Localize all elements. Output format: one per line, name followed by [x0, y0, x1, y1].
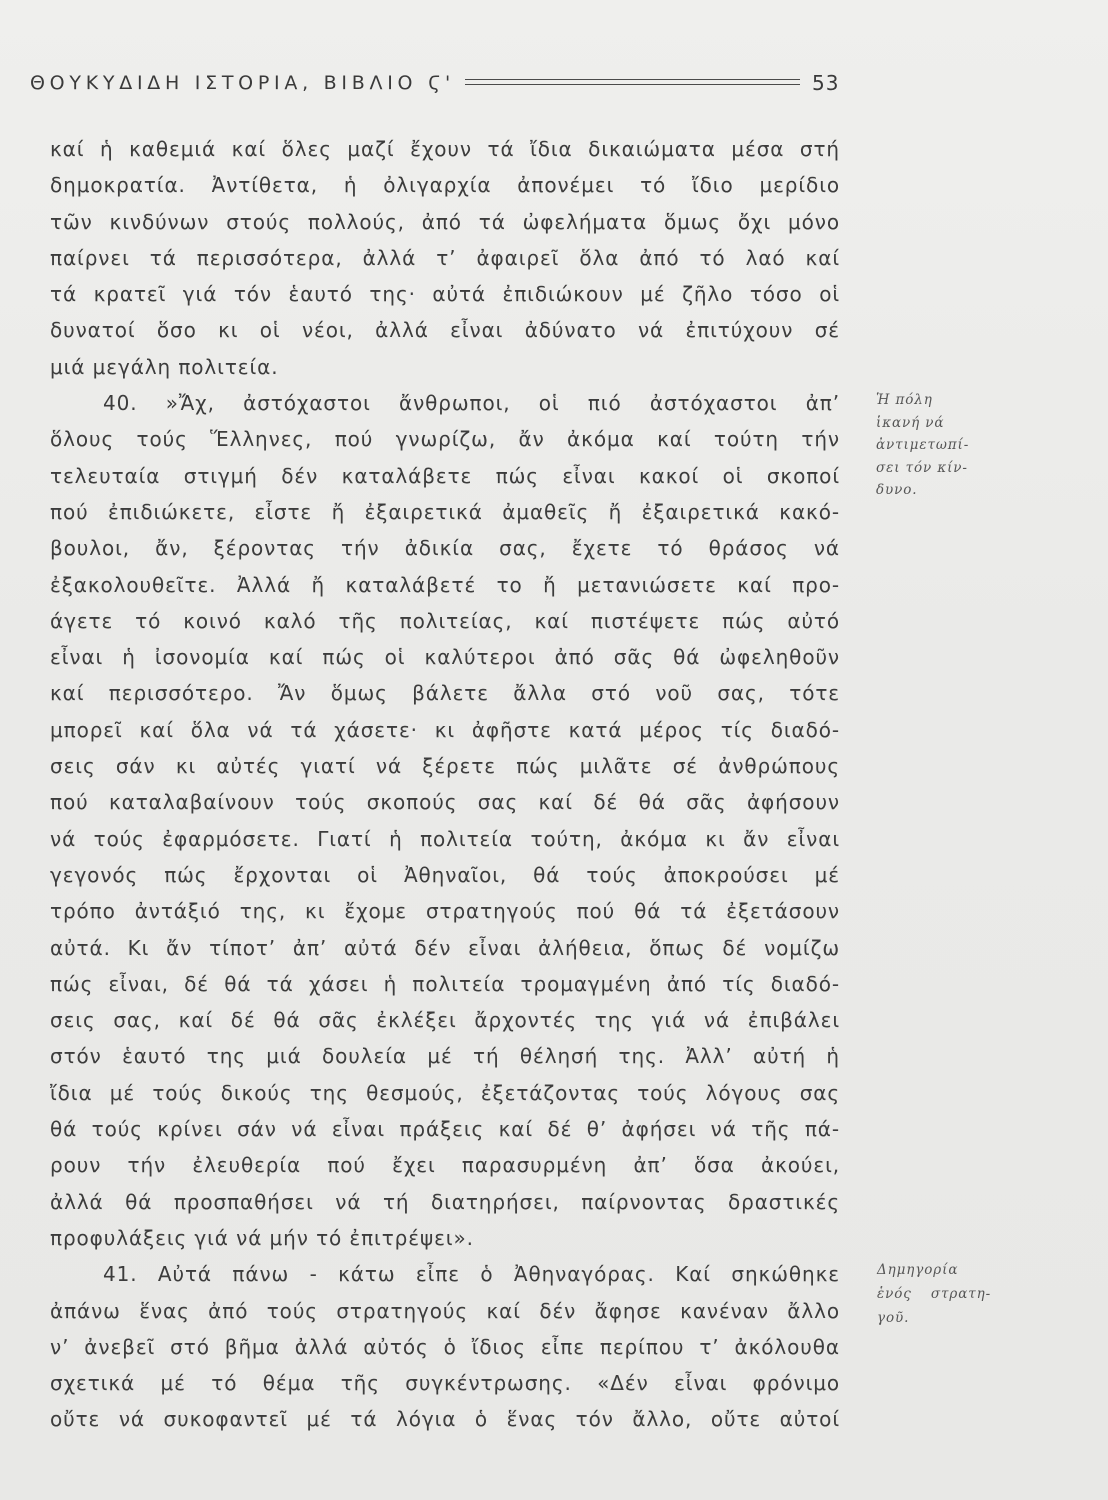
body-line: παίρνει τά περισσότερα, ἀλλά τ’ ἀφαιρεῖ ὅλα ἀπό τό λαό καί [50, 245, 840, 270]
margin-note-general-speech [877, 1258, 991, 1330]
body-line: θά τούς κρίνει σάν νά εἶναι πράξεις καί δέ θ’ ἀφήσει νά τῆς πά- [50, 1117, 840, 1142]
body-line: ἀλλά θά προσπαθήσει νά τή διατηρήσει, παίρνοντας δραστικές [50, 1189, 840, 1214]
body-line: τρόπο ἀντάξιό της, κι ἔχομε στρατηγούς πού θά τά ἐξετάσουν [50, 899, 840, 924]
margin-note-line: σει τόν κίν- [876, 459, 968, 476]
body-line: τά κρατεῖ γιά τόν ἑαυτό της· αὐτά ἐπιδιώκουν μέ ζῆλο τόσο οἱ [50, 282, 840, 307]
body-line: γεγονός πώς ἔρχονται οἱ Ἀθηναῖοι, θά τούς ἀποκρούσει μέ [50, 862, 840, 887]
margin-note-line: ἱκανή νά [876, 414, 945, 431]
body-line: οὔτε νά συκοφαντεῖ μέ τά λόγια ὁ ἕνας τόν ἄλλο, οὔτε αὐτοί [50, 1407, 840, 1432]
body-line: μιά μεγάλη πολιτεία. [50, 354, 279, 379]
body-line: νά τούς ἐφαρμόσετε. Γιατί ἡ πολιτεία τούτη, ἀκόμα κι ἄν εἶναι [50, 826, 840, 851]
body-line: μπορεῖ καί ὅλα νά τά χάσετε· κι ἀφῆστε κατά μέρος τίς διαδό- [50, 717, 840, 742]
margin-note-line: δυνο. [876, 482, 918, 498]
margin-note-line: γοῦ. [877, 1310, 910, 1326]
header-double-rule [465, 79, 800, 85]
body-line: ἴδια μέ τούς δικούς της θεσμούς, ἐξετάζοντας τούς λόγους σας [50, 1080, 840, 1105]
running-head-title: ΘΟΥΚΥΔΙΔΗ ΙΣΤΟΡΙΑ, ΒΙΒΛΙΟ Ϛ' [30, 72, 455, 94]
paragraph-continued [50, 131, 840, 385]
body-line: ἀπάνω ἕνας ἀπό τούς στρατηγούς καί δέν ἄφησε κανέναν ἄλλο [50, 1298, 840, 1323]
body-line: ὅλους τούς Ἕλληνες, πού γνωρίζω, ἄν ἀκόμα καί τούτη τήν [50, 427, 840, 452]
body-line: άγετε τό κοινό καλό τῆς πολιτείας, καί πιστέψετε πώς αὐτό [50, 608, 840, 633]
body-line: σεις σάν κι αὐτές γιατί νά ξέρετε πώς μιλᾶτε σέ ἀνθρώπους [50, 754, 840, 779]
paragraph-40 [50, 385, 840, 1256]
body-line: εἶναι ἡ ἰσονομία καί πώς οἱ καλύτεροι ἀπό σᾶς θά ὠφεληθοῦν [50, 645, 840, 670]
margin-note-line: ἀντιμετωπί- [876, 437, 970, 453]
body-line: πού ἐπιδιώκετε, εἶστε ἤ ἐξαιρετικά ἀμαθεῖς ἤ ἐξαιρετικά κακό- [50, 499, 840, 524]
body-line: τῶν κινδύνων στούς πολλούς, ἀπό τά ὠφελήματα ὅμως ὄχι μόνο [50, 209, 840, 234]
body-line: στόν ἑαυτό της μιά δουλεία μέ τή θέλησή της. Ἀλλ’ αὐτή ἡ [50, 1044, 840, 1069]
margin-note-line: Ἡ πόλη [876, 392, 933, 408]
body-line: 40. »Ἄχ, ἀστόχαστοι ἄνθρωποι, οἱ πιό ἀστόχαστοι ἀπ’ [103, 391, 840, 416]
body-line: καί περισσότερο. Ἄν ὅμως βάλετε ἄλλα στό νοῦ σας, τότε [50, 681, 840, 706]
body-line: δημοκρατία. Ἀντίθετα, ἡ ὀλιγαρχία ἀπονέμει τό ἴδιο μερίδιο [50, 173, 840, 198]
margin-note-line: Δημηγορία [877, 1262, 959, 1278]
body-line: βουλοι, ἄν, ξέροντας τήν ἀδικία σας, ἔχετε τό θράσος νά [50, 536, 840, 561]
body-line: 41. Αὐτά πάνω - κάτω εἶπε ὁ Ἀθηναγόρας. Καί σηκώθηκε [103, 1262, 840, 1287]
body-text [50, 131, 840, 1438]
paragraph-41 [50, 1256, 840, 1437]
body-line: πώς εἶναι, δέ θά τά χάσει ἡ πολιτεία τρομαγμένη ἀπό τίς διαδό- [50, 971, 840, 996]
body-line: προφυλάξεις γιά νά μήν τό ἐπιτρέψει». [50, 1225, 474, 1250]
body-line: καί ἡ καθεμιά καί ὅλες μαζί ἔχουν τά ἴδια δικαιώματα μέσα στή [50, 137, 840, 161]
margin-note-line: ἑνός στρατη- [877, 1286, 992, 1302]
body-line: σεις σας, καί δέ θά σᾶς ἐκλέξει ἄρχοντές της γιά νά ἐπιβάλει [50, 1008, 840, 1033]
body-line: ν’ ἀνεβεῖ στό βῆμα ἀλλά αὐτός ὁ ἴδιος εἶπε περίπου τ’ ἀκόλουθα [50, 1334, 840, 1359]
body-line: ἐξακολουθεῖτε. Ἀλλά ἤ καταλάβετέ το ἤ μετανιώσετε καί προ- [50, 572, 840, 597]
body-line: σχετικά μέ τό θέμα τῆς συγκέντρωσης. «Δέν εἶναι φρόνιμο [50, 1371, 840, 1396]
body-line: ρουν τήν ἐλευθερία πού ἔχει παρασυρμένη ἀπ’ ὅσα ἀκούει, [50, 1153, 840, 1178]
body-line: αὐτά. Κι ἄν τίποτ’ ἀπ’ αὐτά δέν εἶναι ἀλήθεια, ὅπως δέ νομίζω [50, 935, 840, 960]
margin-note-city-able [876, 389, 969, 502]
body-line: τελευταία στιγμή δέν καταλάβετε πώς εἶναι κακοί οἱ σκοποί [50, 463, 840, 488]
page-number: 53 [812, 71, 840, 95]
body-line: δυνατοί ὅσο κι οἱ νέοι, ἀλλά εἶναι ἀδύνατο νά ἐπιτύχουν σέ [50, 318, 840, 343]
body-line: πού καταλαβαίνουν τούς σκοπούς σας καί δέ θά σᾶς ἀφήσουν [50, 790, 840, 815]
